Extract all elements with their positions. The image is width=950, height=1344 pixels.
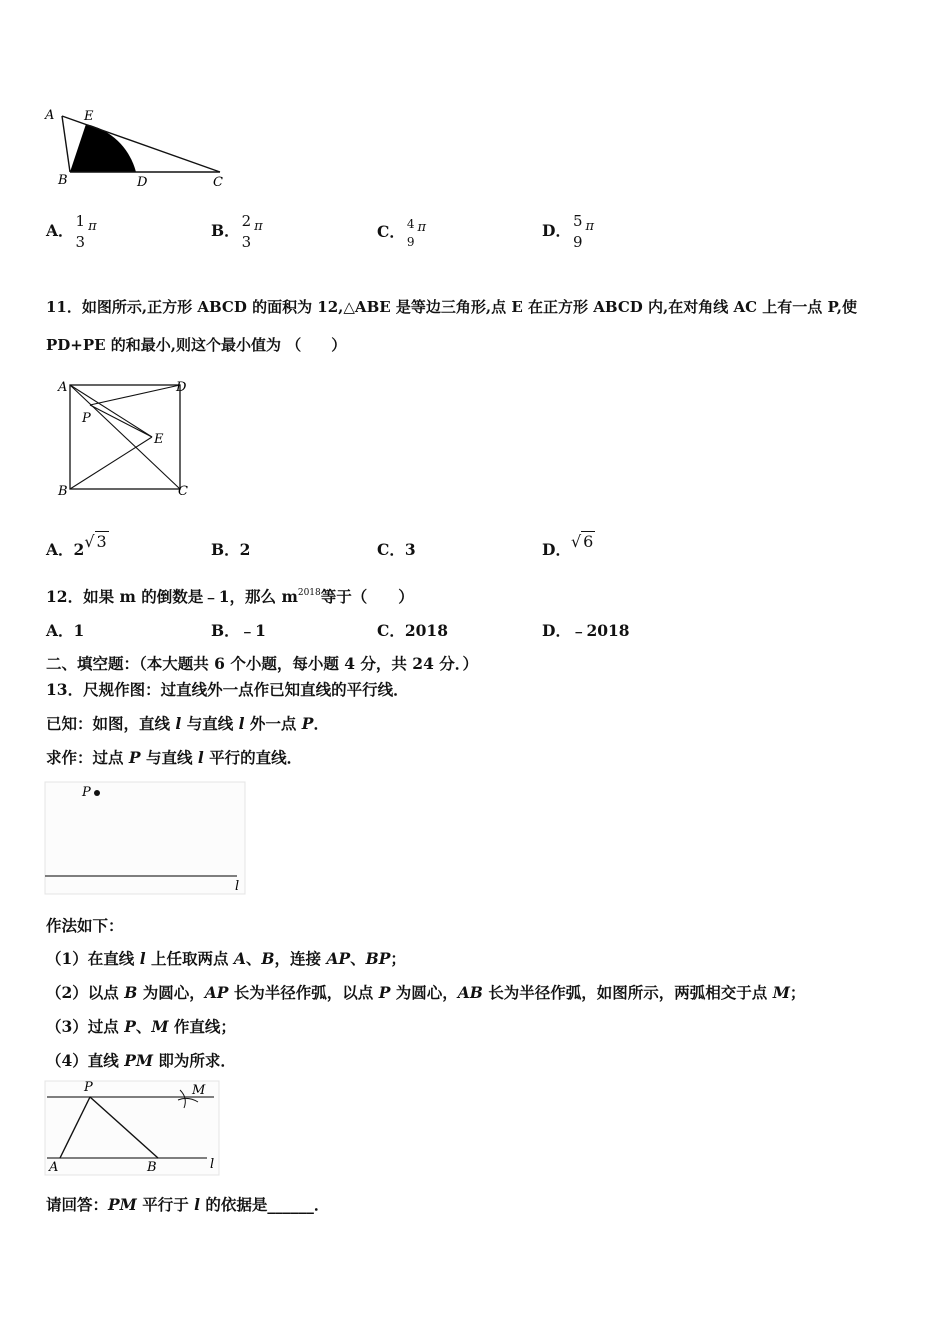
label-C: C: [178, 484, 188, 499]
label-A: A: [49, 1160, 59, 1175]
q12-stem: 12．如果 m 的倒数是﹣1，那么 $m^{2018}$等于（ ）: [46, 587, 414, 606]
q13-answer-prompt: 请回答：PM 平行于 l 的依据是______．: [46, 1195, 330, 1214]
q10-triangle-figure: [40, 102, 240, 194]
q10-option-a: A． 1 3 $^\pi$: [46, 212, 97, 251]
q10-option-b: B． 2 3 $^\pi$: [211, 212, 263, 251]
q12-option-b: B．﹣1: [211, 621, 266, 640]
q13-step-2: （2）以点 B 为圆心，AP 长为半径作弧，以点 P 为圆心，AB 长为半径作弧，如图所示，两弧相交于点 M；: [46, 983, 806, 1002]
q13-step-4: （4）直线 PM 即为所求．: [46, 1051, 236, 1070]
q11-stem-line1: 11．如图所示,正方形 ABCD 的面积为 12,△ABE 是等边三角形,点 E 在正方形 ABCD 内,在对角线 AC 上有一点 P,使: [46, 298, 858, 316]
label-M: M: [192, 1083, 206, 1098]
q13-figure-1: [42, 778, 252, 898]
q12-option-c: C．2018: [377, 621, 448, 640]
q12-option-d: D．﹣2018: [542, 621, 630, 640]
q11-option-d: D．√ 6: [542, 532, 594, 559]
label-A: A: [45, 108, 55, 123]
section-2-heading: 二、填空题：（本大题共 6 个小题，每小题 4 分，共 24 分．）: [46, 654, 479, 673]
q13-seek: 求作：过点 P 与直线 l 平行的直线．: [46, 748, 303, 767]
point-P: [94, 790, 100, 796]
label-A: A: [58, 380, 68, 395]
label-C: C: [213, 175, 223, 190]
q11-option-a: A．2√ 3: [46, 532, 107, 559]
label-l: l: [210, 1157, 215, 1172]
label-P: P: [82, 411, 91, 426]
q10-option-c: C． 4 9 $^\pi$: [377, 217, 427, 249]
q12-option-a: A．1: [46, 621, 85, 640]
q13-method-title: 作法如下：: [46, 916, 124, 935]
label-l: l: [235, 879, 240, 894]
q11-option-c: C．3: [377, 540, 416, 559]
q11-square-figure: [50, 375, 200, 505]
label-P: P: [82, 785, 91, 800]
label-B: B: [147, 1160, 157, 1175]
q11-stem-line2: PD+PE 的和最小,则这个最小值为 （ ）: [46, 336, 347, 354]
q13-figure-2: [42, 1078, 227, 1178]
q13-step-1: （1）在直线 l 上任取两点 A、B，连接 AP、BP；: [46, 949, 406, 968]
label-B: B: [58, 484, 68, 499]
label-B: B: [58, 173, 68, 188]
label-E: E: [154, 432, 164, 447]
q13-title: 13．尺规作图：过直线外一点作已知直线的平行线．: [46, 680, 409, 699]
label-P: P: [84, 1080, 93, 1095]
q13-given: 已知：如图，直线 l 与直线 l 外一点 P．: [46, 714, 329, 733]
label-E: E: [84, 109, 94, 124]
q13-step-3: （3）过点 P、M 作直线；: [46, 1017, 236, 1036]
q11-option-b: B．2: [211, 540, 251, 559]
q10-option-d: D． 5 9 $^\pi$: [542, 212, 595, 251]
label-D: D: [176, 380, 187, 395]
label-D: D: [137, 175, 148, 190]
